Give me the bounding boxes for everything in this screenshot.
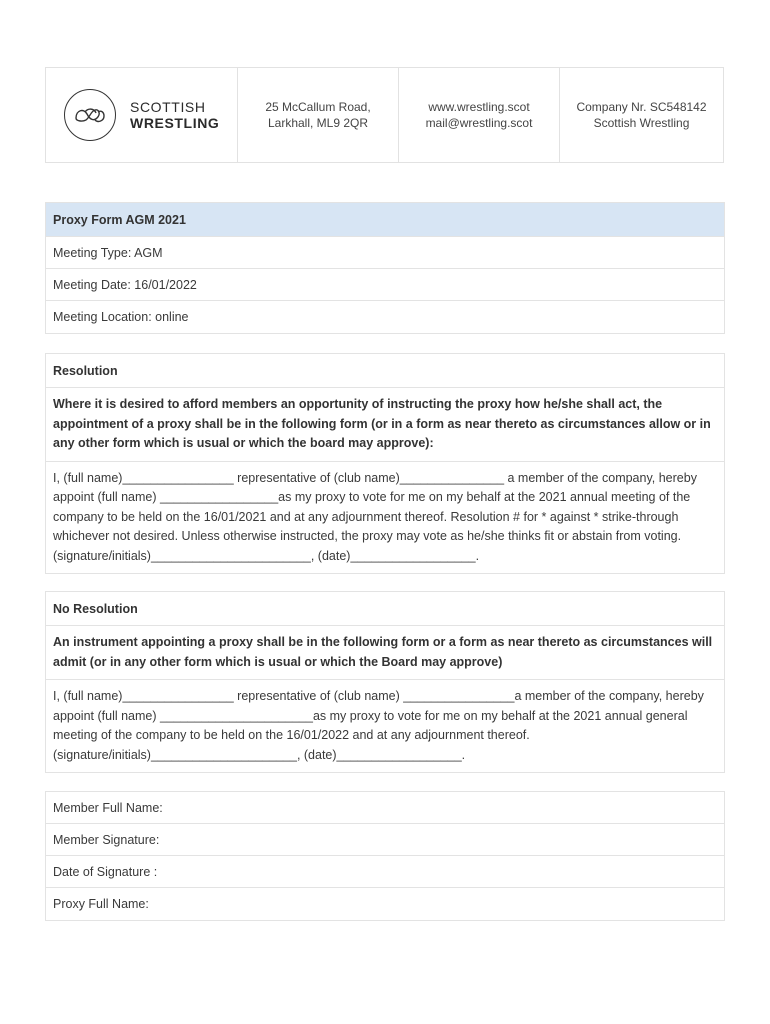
no-resolution-intro: An instrument appointing a proxy shall be in the following form or a form as near thereto as circumstances will admit (or in any other form which is usual or which the Board may approve) xyxy=(46,626,724,680)
resolution-title: Resolution xyxy=(46,354,724,388)
website-link[interactable]: www.wrestling.scot xyxy=(428,100,530,114)
no-resolution-title: No Resolution xyxy=(46,592,724,626)
meeting-date: Meeting Date: 16/01/2022 xyxy=(46,269,724,301)
form-title: Proxy Form AGM 2021 xyxy=(46,203,724,237)
meeting-section xyxy=(45,202,725,334)
company-name: Scottish Wrestling xyxy=(593,116,690,130)
address-line-2: Larkhall, ML9 2QR xyxy=(267,116,369,130)
logo xyxy=(46,68,238,162)
resolution-body: I, (full name)________________ representative of (club name)_______________ a member of the company, hereby appoint (full name) _________________as my proxy to vote for me on my behalf at the 2021 annual meeting of the company to be held on the 16/01/2021 and at any adjournment thereof. Resolution # for * against * strike-through whichever not desired. Unless otherwise instructed, the proxy may vote as he/she thinks fit or abstain from voting. (signature/initials)_______________________, (date)__________________. xyxy=(53,470,697,563)
document-header xyxy=(45,67,724,163)
no-resolution-section xyxy=(45,591,725,773)
contact-block xyxy=(399,68,560,162)
company-number: Company Nr. SC548142 xyxy=(576,100,707,114)
member-signature-field[interactable]: Member Signature: xyxy=(46,824,724,856)
date-of-signature-field[interactable]: Date of Signature : xyxy=(46,856,724,888)
address-line-1: 25 McCallum Road, xyxy=(265,100,371,114)
address-block xyxy=(238,68,399,162)
resolution-section xyxy=(45,353,725,574)
logo-text-wrestling: WRESTLING xyxy=(130,114,220,131)
proxy-full-name-field[interactable]: Proxy Full Name: xyxy=(53,897,149,911)
no-resolution-body: I, (full name)________________ representative of (club name) ________________a member of the company, hereby appoint (full name) ______________________as my proxy to vote for me on my behalf at the 2021 annual general meeting of the company to be held on the 16/01/2022 and at any adjournment thereof. (signature/initials)_____________________, (date)__________________. xyxy=(53,689,704,762)
email-link[interactable]: mail@wrestling.scot xyxy=(425,116,533,130)
logo-text-scottish: SCOTTISH xyxy=(130,98,206,115)
meeting-type: Meeting Type: AGM xyxy=(46,237,724,269)
company-block xyxy=(560,68,723,162)
logo-mark-icon xyxy=(64,89,116,141)
member-section xyxy=(45,791,725,921)
resolution-intro: Where it is desired to afford members an opportunity of instructing the proxy how he/she shall act, the appointment of a proxy shall be in the following form (or in a form as near thereto as circumstances allow or in any other form which is usual or which the board may approve): xyxy=(46,388,724,462)
meeting-location: Meeting Location: online xyxy=(53,310,189,324)
member-full-name-field[interactable]: Member Full Name: xyxy=(46,792,724,824)
